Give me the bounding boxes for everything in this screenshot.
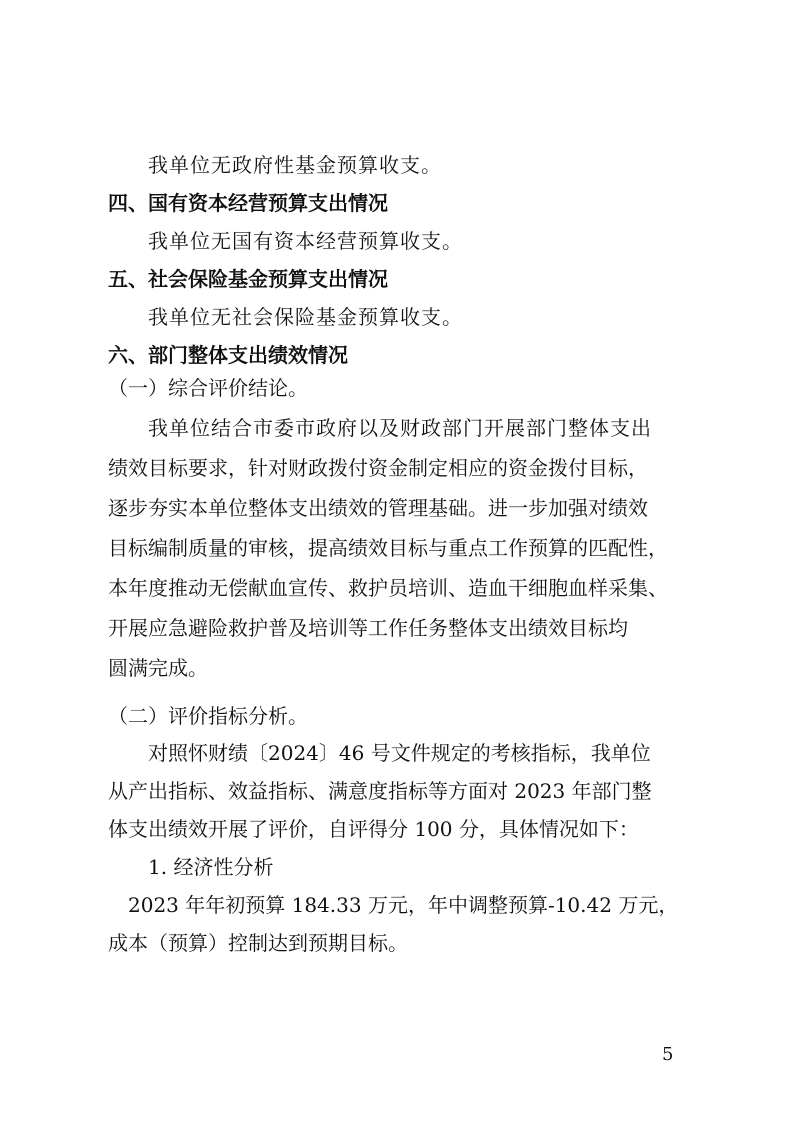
paragraph-line: 对照怀财绩〔2024〕46 号文件规定的考核指标，我单位 <box>148 741 651 765</box>
numbered-heading: 1. 经济性分析 <box>148 855 274 879</box>
paragraph-line: 体支出绩效开展了评价，自评得分 100 分，具体情况如下： <box>108 817 639 841</box>
paragraph-line: 成本（预算）控制达到预期目标。 <box>108 931 408 955</box>
paragraph-line: 圆满完成。 <box>108 656 208 680</box>
paragraph-line: 我单位无政府性基金预算收支。 <box>148 153 442 177</box>
paragraph-line: 2023 年年初预算 184.33 万元，年中调整预算-10.42 万元， <box>128 893 679 917</box>
paragraph-line: 绩效目标要求，针对财政拨付资金制定相应的资金拨付目标， <box>108 456 648 480</box>
paragraph-line: 开展应急避险救护普及培训等工作任务整体支出绩效目标均 <box>108 616 628 640</box>
paragraph-line: 我单位结合市委市政府以及财政部门开展部门整体支出 <box>148 416 652 440</box>
section-heading: 四、国有资本经营预算支出情况 <box>108 191 388 215</box>
paragraph-line: 我单位无国有资本经营预算收支。 <box>148 229 463 253</box>
section-heading: 六、部门整体支出绩效情况 <box>108 343 348 367</box>
paragraph-line: 本年度推动无偿献血宣传、救护员培训、造血干细胞血样采集、 <box>108 576 668 600</box>
page-number: 5 <box>662 1044 674 1065</box>
section-heading: 五、社会保险基金预算支出情况 <box>108 267 388 291</box>
paragraph-line: 我单位无社会保险基金预算收支。 <box>148 305 463 329</box>
subsection-heading: （一）综合评价结论。 <box>108 376 308 400</box>
subsection-heading: （二）评价指标分析。 <box>108 704 308 728</box>
paragraph-line: 逐步夯实本单位整体支出绩效的管理基础。进一步加强对绩效 <box>108 496 648 520</box>
paragraph-line: 目标编制质量的审核，提高绩效目标与重点工作预算的匹配性， <box>108 536 668 560</box>
paragraph-line: 从产出指标、效益指标、满意度指标等方面对 2023 年部门整 <box>108 779 652 803</box>
